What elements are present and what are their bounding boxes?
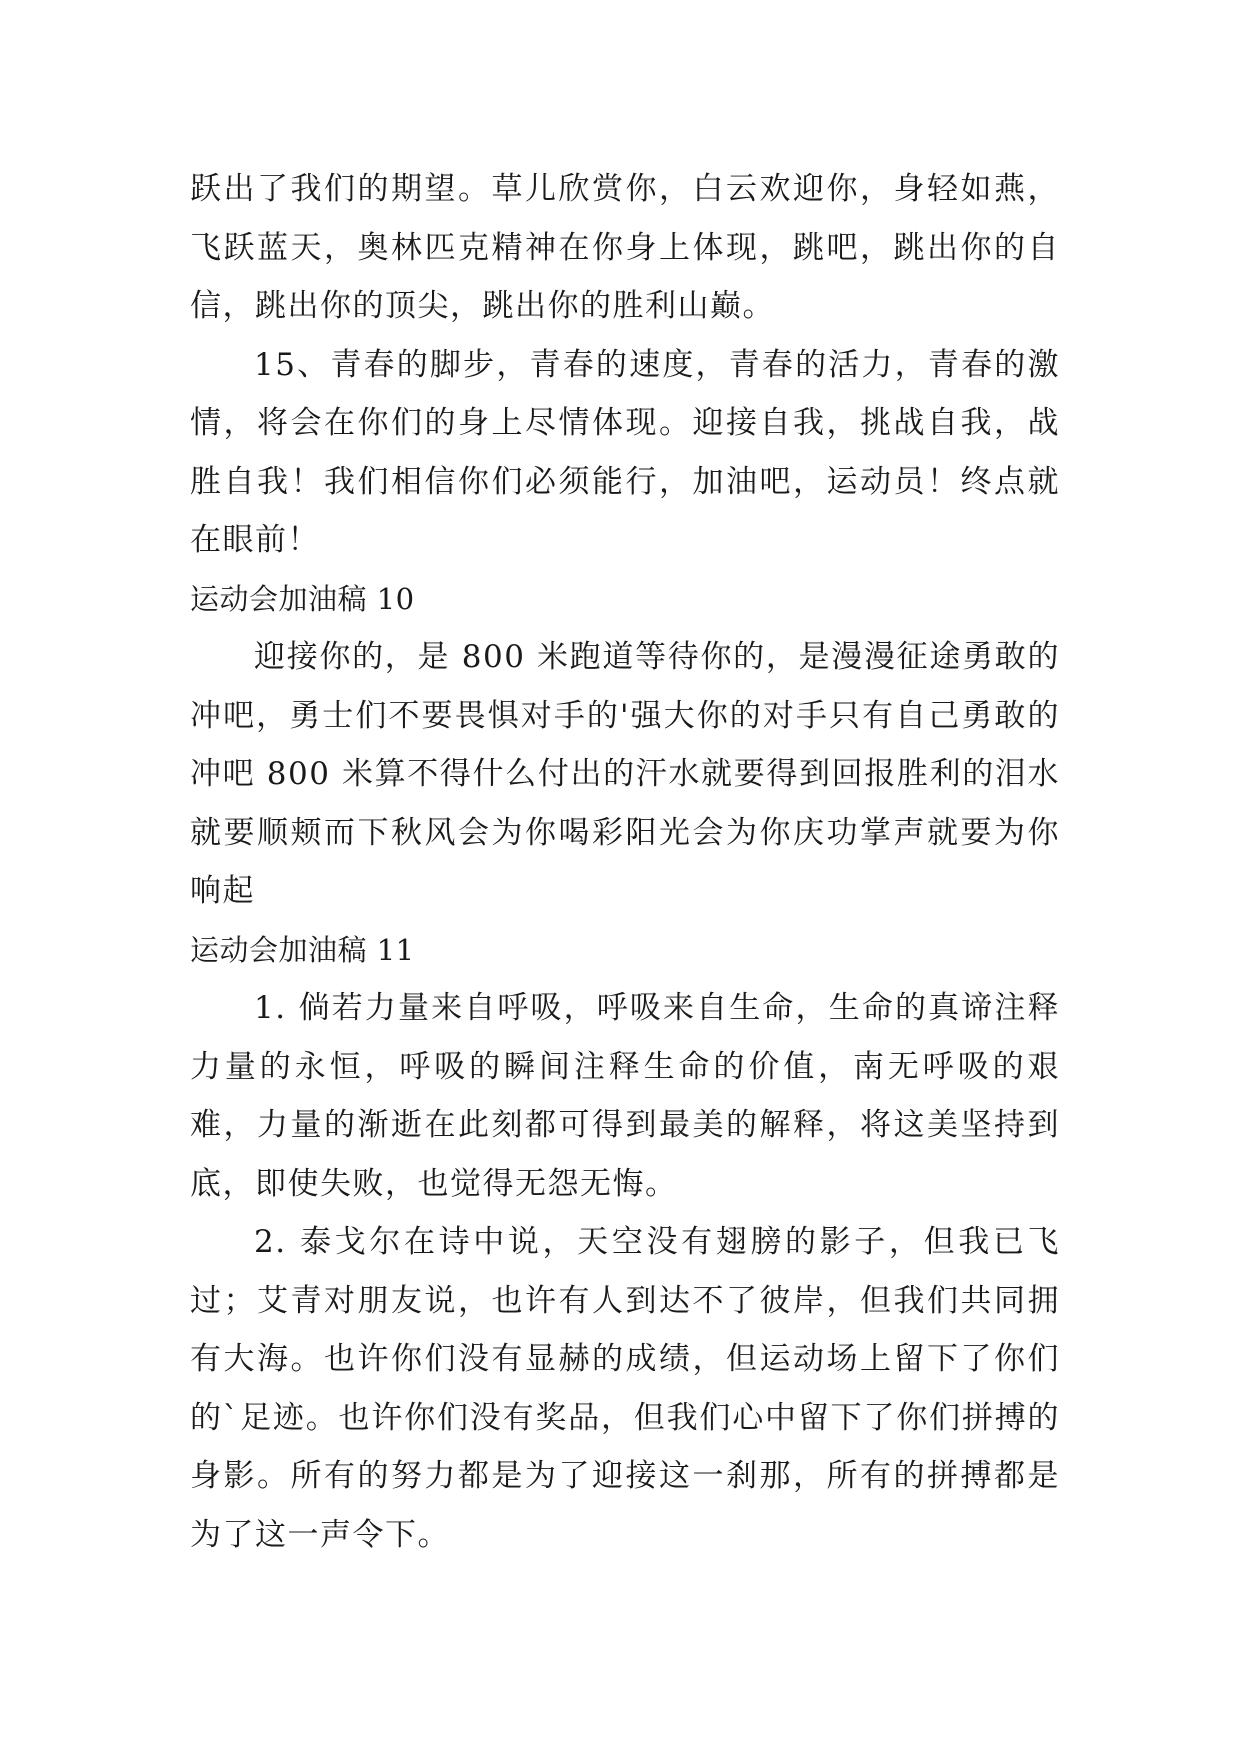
- paragraph-continued-jump-cheer: 跃出了我们的期望。草儿欣赏你，白云欢迎你，身轻如燕，飞跃蓝天，奥林匹克精神在你身上体现，跳吧，跳出你的自信，跳出你的顶尖，跳出你的胜利山巅。: [190, 171, 1060, 324]
- document-body: [190, 160, 1060, 1564]
- paragraph-cheer-15: 15、青春的脚步，青春的速度，青春的活力，青春的激情，将会在你们的身上尽情体现。迎接自我，挑战自我，战胜自我！我们相信你们必须能行，加油吧，运动员！终点就在眼前！: [190, 346, 1060, 558]
- section-heading-10: 运动会加油稿 10: [190, 581, 415, 616]
- section-heading-11: 运动会加油稿 11: [190, 932, 415, 967]
- paragraph-cheer-item-1: 1. 倘若力量来自呼吸，呼吸来自生命，生命的真谛注释力量的永恒，呼吸的瞬间注释生命的价值，南无呼吸的艰难，力量的渐逝在此刻都可得到最美的解释，将这美坚持到底，即使失败，也觉得无怨无悔。: [190, 990, 1060, 1202]
- paragraph-cheer-item-2: 2. 泰戈尔在诗中说，天空没有翅膀的影子，但我已飞过；艾青对朋友说，也许有人到达不了彼岸，但我们共同拥有大海。也许你们没有显赫的成绩，但运动场上留下了你们的`足迹。也许你们没有奖品，但我们心中留下了你们拼搏的身影。所有的努力都是为了迎接这一刹那，所有的拼搏都是为了这一声令下。: [190, 1224, 1060, 1553]
- paragraph-800m-cheer: 迎接你的，是 800 米跑道等待你的，是漫漫征途勇敢的冲吧，勇士们不要畏惧对手的'强大你的对手只有自己勇敢的冲吧 800 米算不得什么付出的汗水就要得到回报胜利的泪水就要顺颊而下秋风会为你喝彩阳光会为你庆功掌声就要为你响起: [190, 639, 1060, 909]
